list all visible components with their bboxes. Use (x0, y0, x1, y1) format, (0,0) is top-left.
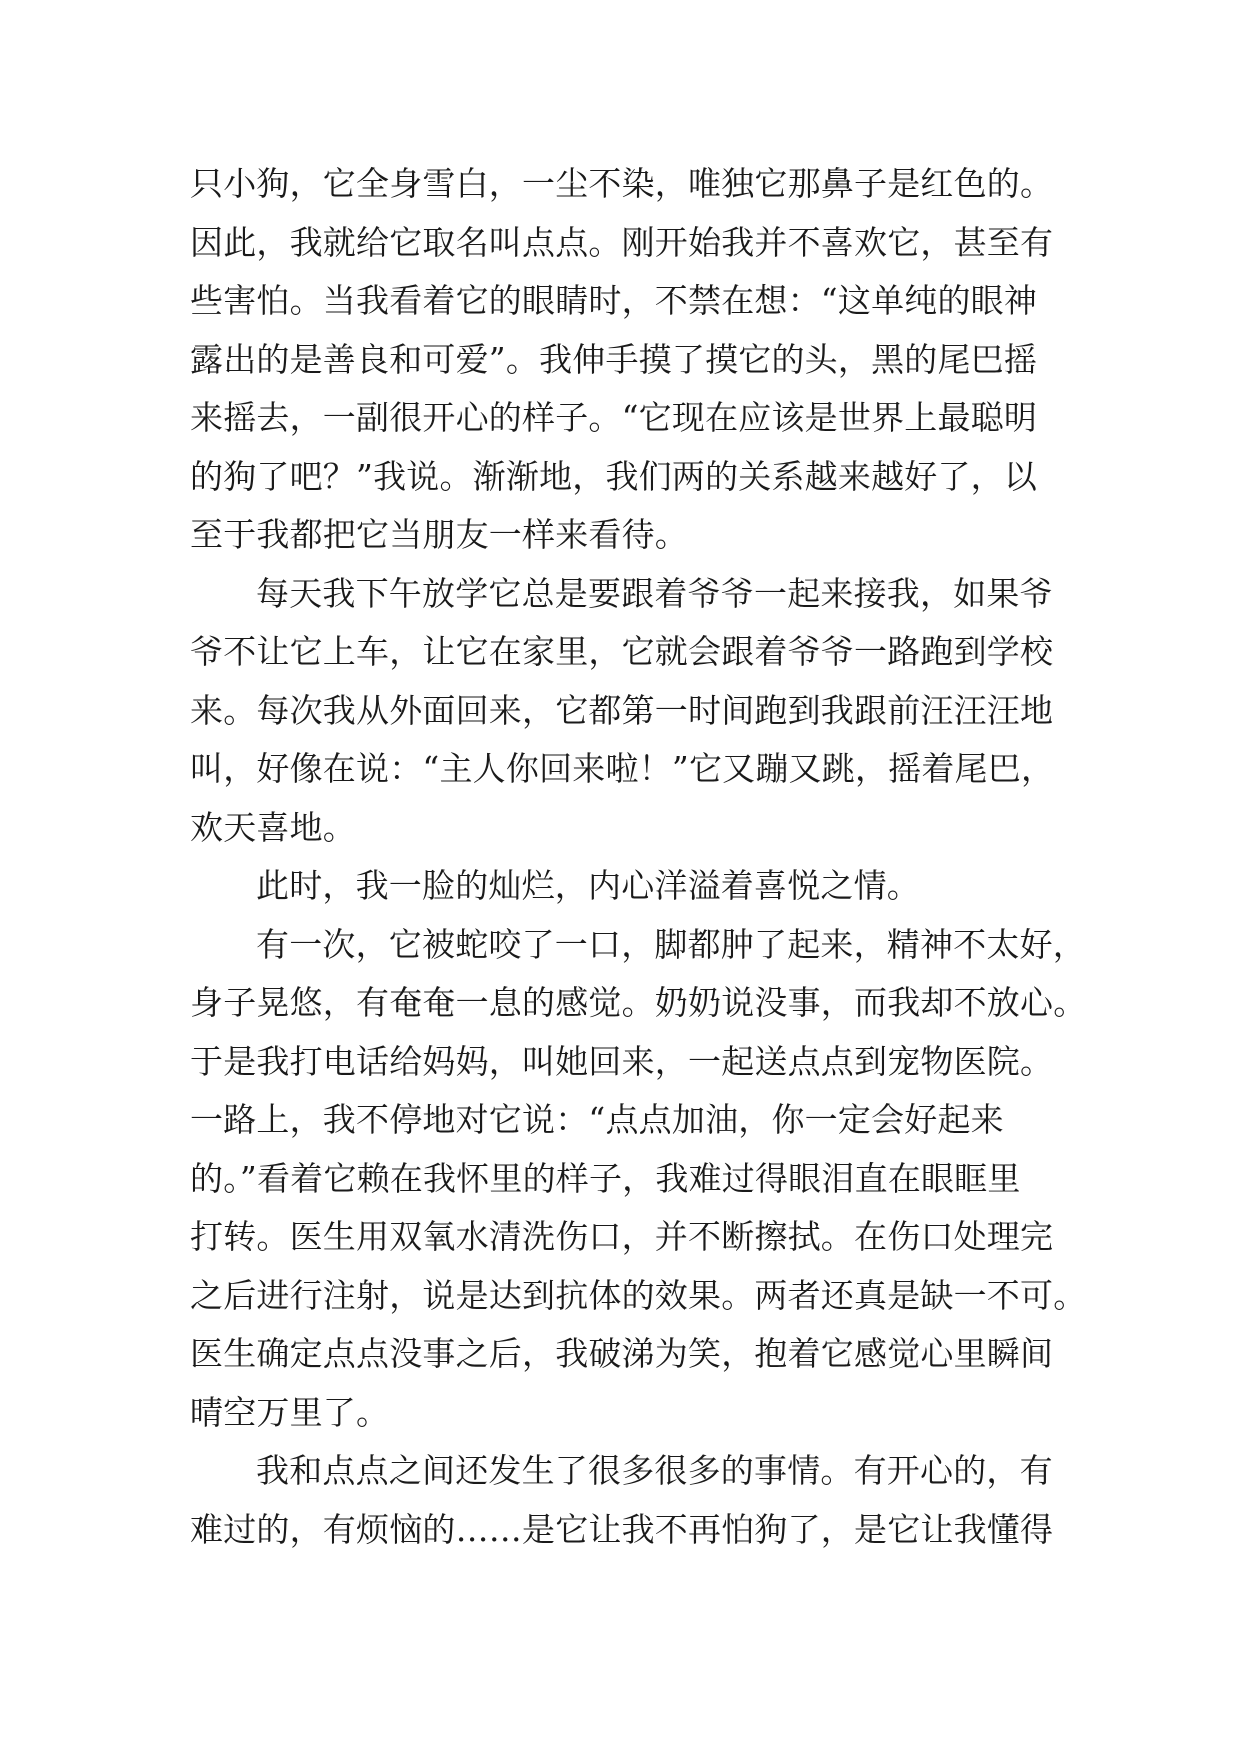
text-line: 晴空万里了。 (190, 1392, 390, 1432)
essay-text (190, 155, 1087, 1559)
paragraph-start-line: 有一次，它被蛇咬了一口，脚都肿了起来，精神不太好， (256, 924, 1086, 964)
text-line: 的。”看着它赖在我怀里的样子，我难过得眼泪直在眼眶里 (190, 1158, 1021, 1198)
text-line: 一路上，我不停地对它说：“点点加油，你一定会好起来 (190, 1100, 1004, 1139)
text-line: 来。每次我从外面回来，它都第一时间跑到我跟前汪汪汪地 (190, 690, 1054, 730)
paragraph-start-line: 我和点点之间还发生了很多很多的事情。有开心的，有 (256, 1451, 1053, 1490)
text-line: 之后进行注射，说是达到抗体的效果。两者还真是缺一不可。 (190, 1275, 1087, 1315)
text-line: 欢天喜地。 (190, 807, 356, 847)
text-line: 爷不让它上车，让它在家里，它就会跟着爷爷一路跑到学校 (190, 632, 1054, 671)
paragraph-start-line: 每天我下午放学它总是要跟着爷爷一起来接我，如果爷 (256, 573, 1053, 613)
text-line: 露出的是善良和可爱”。我伸手摸了摸它的头，黑的尾巴摇 (190, 339, 1038, 379)
text-line: 至于我都把它当朋友一样来看待。 (190, 515, 688, 554)
text-line: 打转。医生用双氧水清洗伤口，并不断擦拭。在伤口处理完 (190, 1217, 1054, 1256)
text-line: 只小狗，它全身雪白，一尘不染，唯独它那鼻子是红色的。 (190, 164, 1054, 203)
text-line: 些害怕。当我看着它的眼睛时，不禁在想：“这单纯的眼神 (190, 281, 1038, 320)
text-line: 身子晃悠，有奄奄一息的感觉。奶奶说没事，而我却不放心。 (190, 983, 1087, 1022)
paragraph-start-line: 此时，我一脸的灿烂，内心洋溢着喜悦之情。 (256, 866, 920, 905)
text-line: 因此，我就给它取名叫点点。刚开始我并不喜欢它，甚至有 (190, 222, 1054, 262)
text-line: 来摇去，一副很开心的样子。“它现在应该是世界上最聪明 (190, 398, 1038, 437)
text-line: 的狗了吧？”我说。渐渐地，我们两的关系越来越好了，以 (190, 456, 1038, 496)
text-line: 难过的，有烦恼的……是它让我不再怕狗了，是它让我懂得 (190, 1509, 1054, 1549)
text-line: 医生确定点点没事之后，我破涕为笑，抱着它感觉心里瞬间 (190, 1334, 1054, 1373)
text-line: 于是我打电话给妈妈，叫她回来，一起送点点到宠物医院。 (190, 1041, 1054, 1081)
text-line: 叫，好像在说：“主人你回来啦！”它又蹦又跳，摇着尾巴， (190, 749, 1055, 788)
